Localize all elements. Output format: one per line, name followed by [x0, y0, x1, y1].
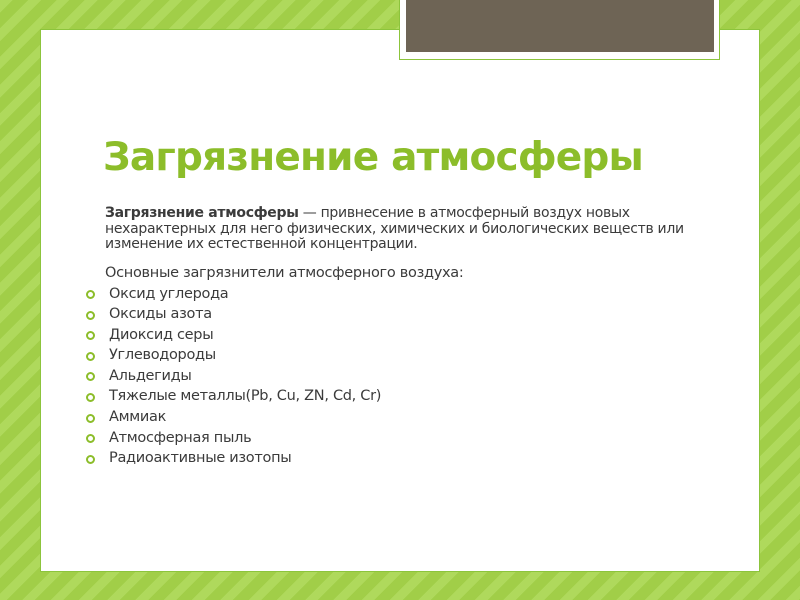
hollow-circle-bullet-icon — [86, 455, 95, 464]
list-item — [85, 448, 685, 469]
list-item-label: Углеводороды — [109, 347, 216, 364]
list-item — [85, 325, 685, 346]
hollow-circle-bullet-icon — [86, 393, 95, 402]
list-item-label: Радиоактивные изотопы — [109, 450, 292, 467]
slide-title: Загрязнение атмосферы — [103, 135, 643, 180]
definition-paragraph — [105, 206, 685, 253]
pollutants-list — [85, 284, 685, 469]
top-accent-block — [406, 0, 714, 52]
list-item-label: Аммиак — [109, 409, 167, 426]
hollow-circle-bullet-icon — [86, 414, 95, 423]
list-item — [85, 345, 685, 366]
hollow-circle-bullet-icon — [86, 311, 95, 320]
list-item-label: Тяжелые металлы(Pb, Cu, ZN, Cd, Cr) — [109, 388, 382, 405]
hollow-circle-bullet-icon — [86, 434, 95, 443]
list-item-label: Оксид углерода — [109, 285, 229, 302]
hollow-circle-bullet-icon — [86, 352, 95, 361]
list-item-label: Атмосферная пыль — [109, 429, 252, 446]
hollow-circle-bullet-icon — [86, 372, 95, 381]
list-item — [85, 304, 685, 325]
list-item — [85, 386, 685, 407]
list-item-label: Оксиды азота — [109, 306, 212, 323]
list-item-label: Диоксид серы — [109, 326, 214, 343]
pollutants-intro: Основные загрязнители атмосферного воздуха: — [105, 264, 464, 281]
hollow-circle-bullet-icon — [86, 290, 95, 299]
list-item-label: Альдегиды — [109, 367, 192, 384]
slide-body — [105, 206, 685, 469]
definition-text: — привнесение в атмосферный воздух новых нехарактерных для него физических, химических и биологических веществ или изменение их естественной концентрации. — [105, 205, 684, 252]
list-item — [85, 284, 685, 305]
hollow-circle-bullet-icon — [86, 331, 95, 340]
list-item — [85, 366, 685, 387]
list-item — [85, 407, 685, 428]
definition-term: Загрязнение атмосферы — [105, 205, 299, 221]
list-item — [85, 428, 685, 449]
